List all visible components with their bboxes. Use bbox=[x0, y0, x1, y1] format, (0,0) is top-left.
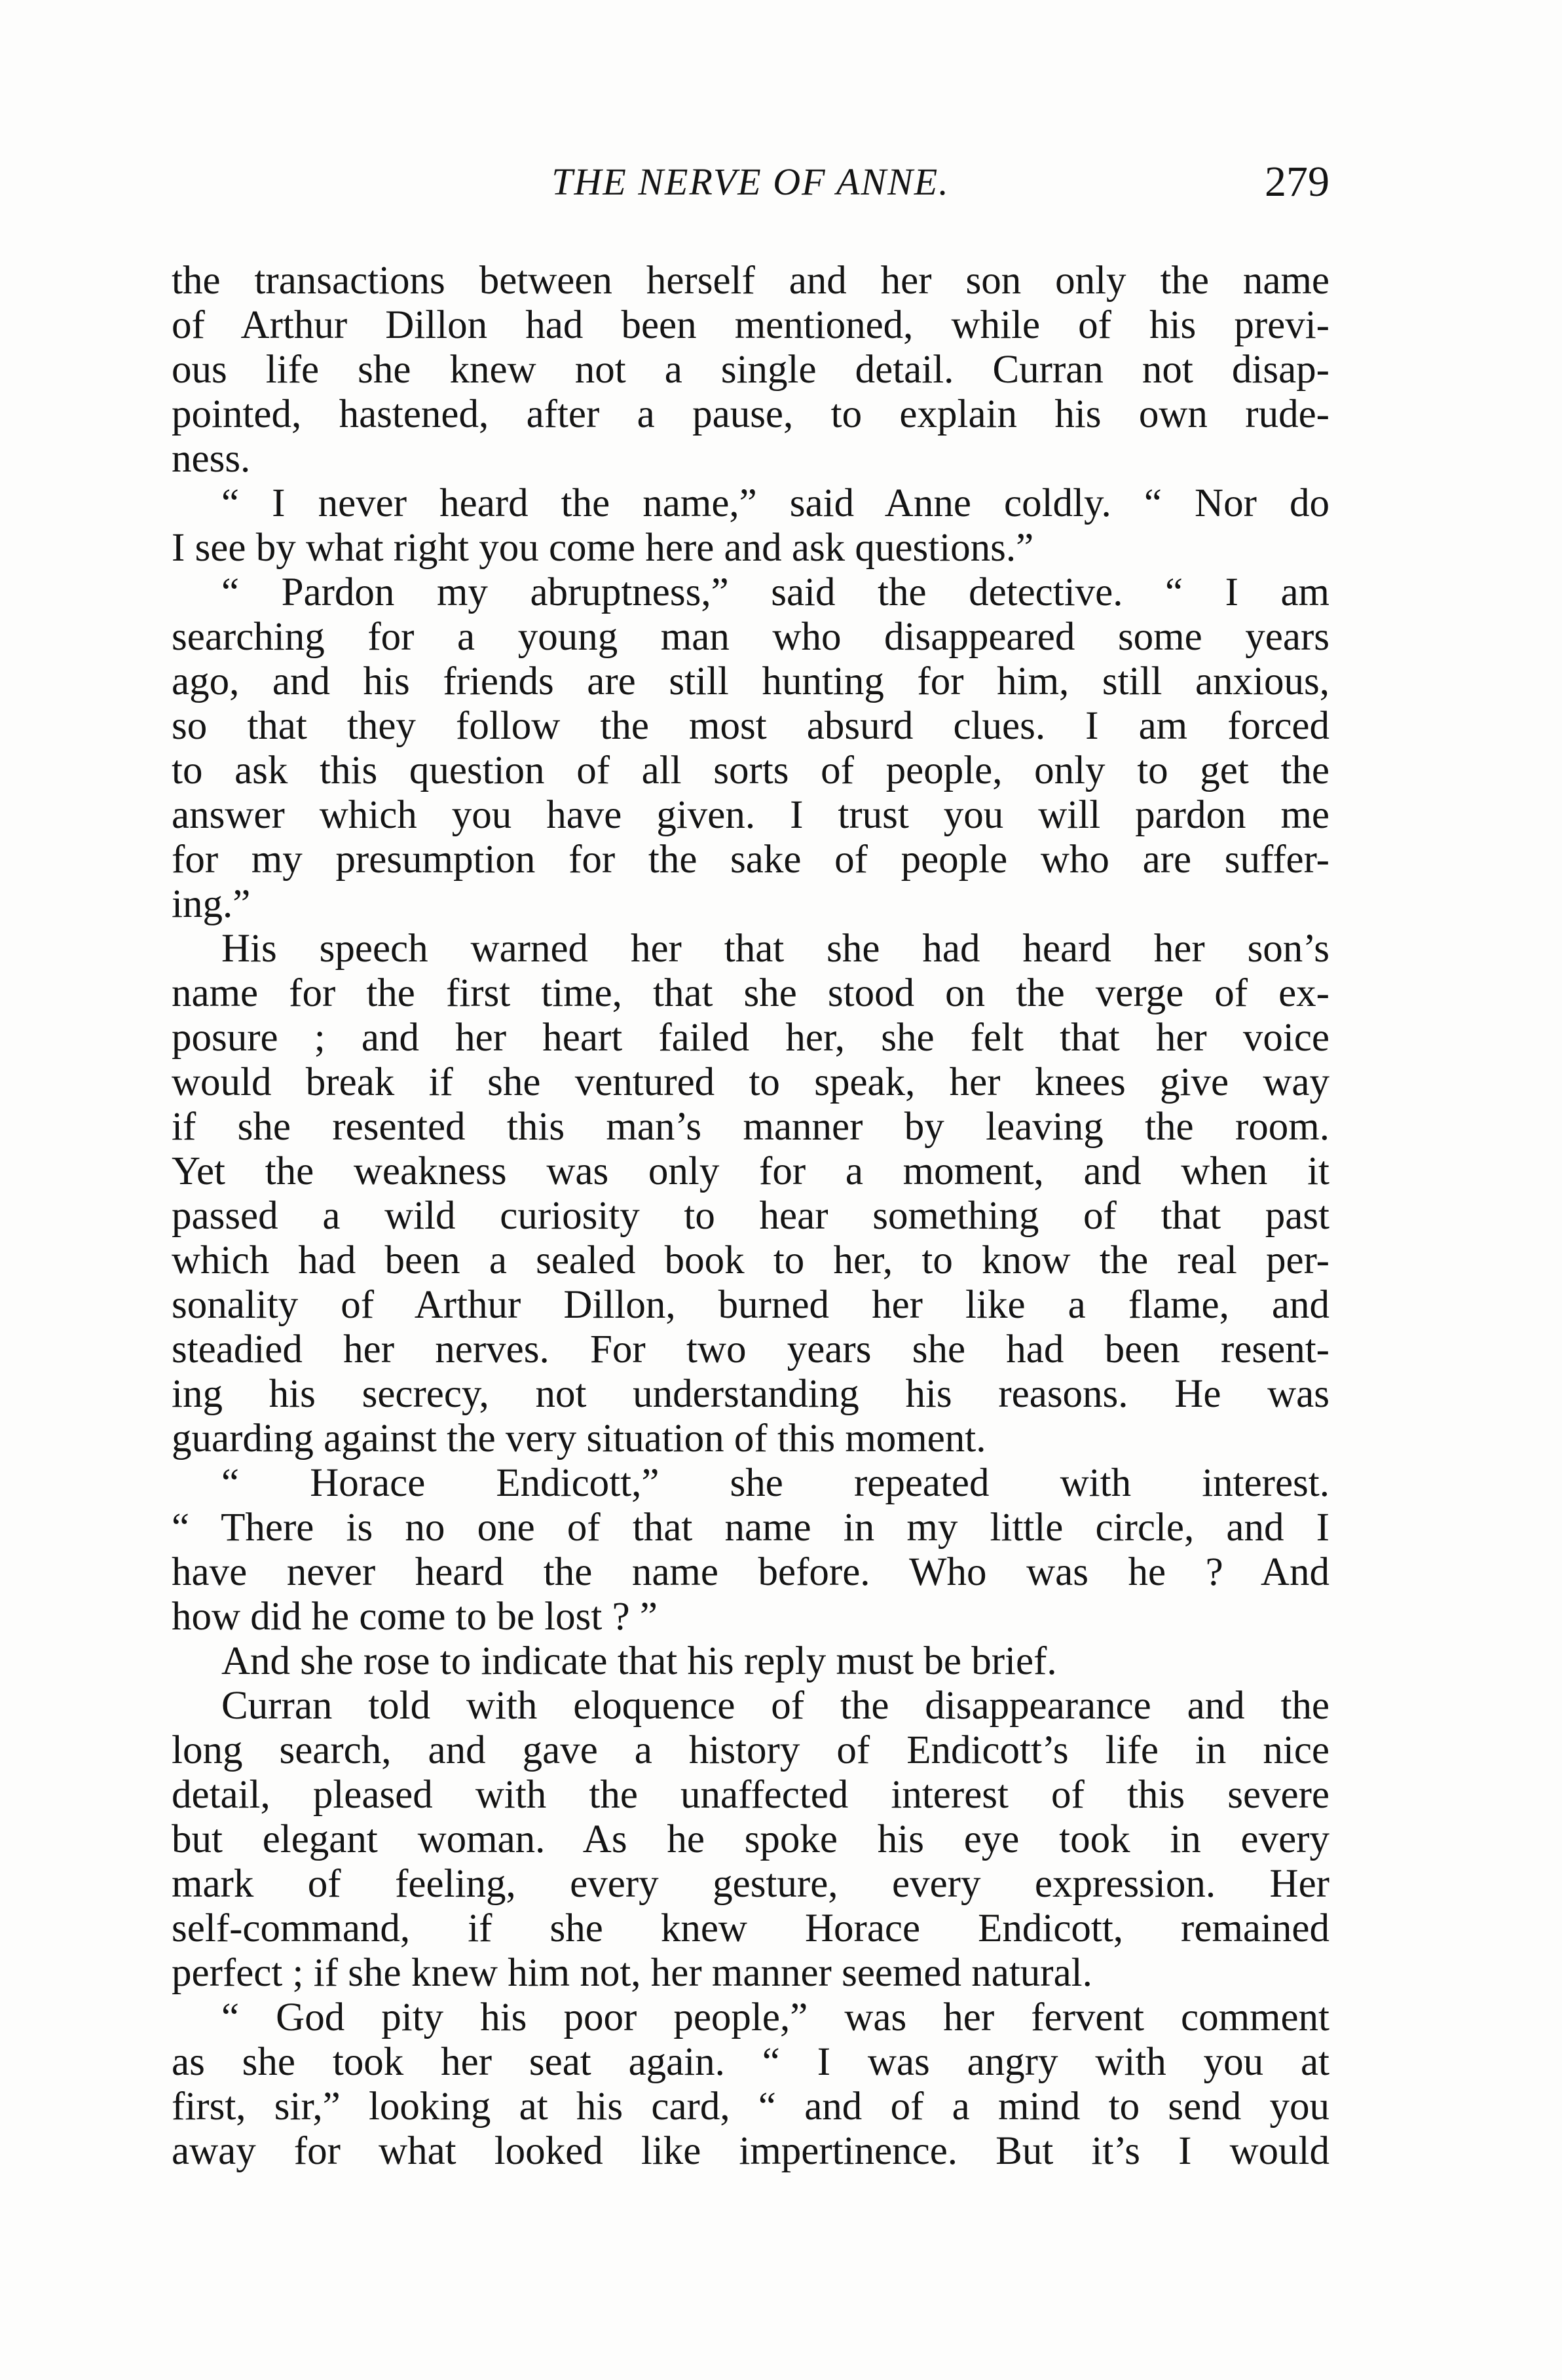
text-line: And she rose to indicate that his reply must be brief. bbox=[221, 1639, 1057, 1683]
text-line: guarding against the very situation of this moment. bbox=[172, 1417, 986, 1460]
text-line: detail, pleased with the unaffected interest of this severe bbox=[172, 1773, 1330, 1817]
text-line: for my presumption for the sake of people who are suffer- bbox=[172, 838, 1330, 882]
text-line: name for the first time, that she stood on the verge of ex- bbox=[172, 971, 1330, 1015]
text-line: steadied her nerves. For two years she had been resent- bbox=[172, 1328, 1330, 1371]
text-line: so that they follow the most absurd clues. I am forced bbox=[172, 704, 1330, 748]
text-line: long search, and gave a history of Endicott’s life in nice bbox=[172, 1728, 1330, 1772]
text-line: posure ; and her heart failed her, she felt that her voice bbox=[172, 1016, 1330, 1060]
text-line: ing.” bbox=[172, 882, 251, 926]
text-line: but elegant woman. As he spoke his eye took in every bbox=[172, 1817, 1330, 1861]
text-line: sonality of Arthur Dillon, burned her like a flame, and bbox=[172, 1283, 1330, 1327]
text-line: ness. bbox=[172, 437, 251, 481]
text-line: as she took her seat again. “ I was angry with you at bbox=[172, 2040, 1330, 2084]
page-header bbox=[172, 149, 1330, 215]
running-title: THE NERVE OF ANNE. bbox=[551, 160, 950, 203]
page-number: 279 bbox=[1265, 158, 1330, 206]
text-line: how did he come to be lost ? ” bbox=[172, 1595, 658, 1639]
text-line: have never heard the name before. Who was he ? And bbox=[172, 1550, 1330, 1594]
text-line: ing his secrecy, not understanding his reasons. He was bbox=[172, 1372, 1330, 1416]
text-line: pointed, hastened, after a pause, to explain his own rude- bbox=[172, 392, 1330, 436]
text-line: searching for a young man who disappeared some years bbox=[172, 615, 1330, 659]
text-line: perfect ; if she knew him not, her manner seemed natural. bbox=[172, 1951, 1092, 1995]
text-line: of Arthur Dillon had been mentioned, while of his previ- bbox=[172, 303, 1330, 347]
text-line: answer which you have given. I trust you will pardon me bbox=[172, 793, 1330, 837]
text-line: away for what looked like impertinence. But it’s I would bbox=[172, 2129, 1330, 2173]
text-line: mark of feeling, every gesture, every expression. Her bbox=[172, 1862, 1330, 1906]
text-line: ago, and his friends are still hunting for him, still anxious, bbox=[172, 660, 1330, 703]
text-line: to ask this question of all sorts of people, only to get the bbox=[172, 749, 1330, 792]
text-line: Yet the weakness was only for a moment, and when it bbox=[172, 1149, 1330, 1193]
text-line: “ Horace Endicott,” she repeated with interest. bbox=[221, 1461, 1330, 1505]
text-line: which had been a sealed book to her, to know the real per- bbox=[172, 1238, 1330, 1282]
text-line: would break if she ventured to speak, her knees give way bbox=[172, 1060, 1330, 1104]
text-line: the transactions between herself and her son only the name bbox=[172, 259, 1330, 303]
text-line: I see by what right you come here and ask questions.” bbox=[172, 526, 1034, 570]
text-line: first, sir,” looking at his card, “ and of a mind to send you bbox=[172, 2085, 1330, 2129]
text-line: His speech warned her that she had heard her son’s bbox=[221, 927, 1330, 971]
text-line: “ Pardon my abruptness,” said the detective. “ I am bbox=[221, 570, 1330, 614]
text-line: “ There is no one of that name in my little circle, and I bbox=[172, 1506, 1330, 1550]
text-line: passed a wild curiosity to hear something of that past bbox=[172, 1194, 1330, 1238]
body-text bbox=[172, 259, 1330, 2174]
text-line: ous life she knew not a single detail. Curran not disap- bbox=[172, 348, 1330, 392]
text-line: “ I never heard the name,” said Anne coldly. “ Nor do bbox=[221, 481, 1330, 525]
text-line: self-command, if she knew Horace Endicott, remained bbox=[172, 1906, 1330, 1950]
text-line: “ God pity his poor people,” was her fervent comment bbox=[221, 1996, 1330, 2039]
text-line: Curran told with eloquence of the disappearance and the bbox=[221, 1684, 1330, 1728]
text-line: if she resented this man’s manner by leaving the room. bbox=[172, 1105, 1330, 1149]
